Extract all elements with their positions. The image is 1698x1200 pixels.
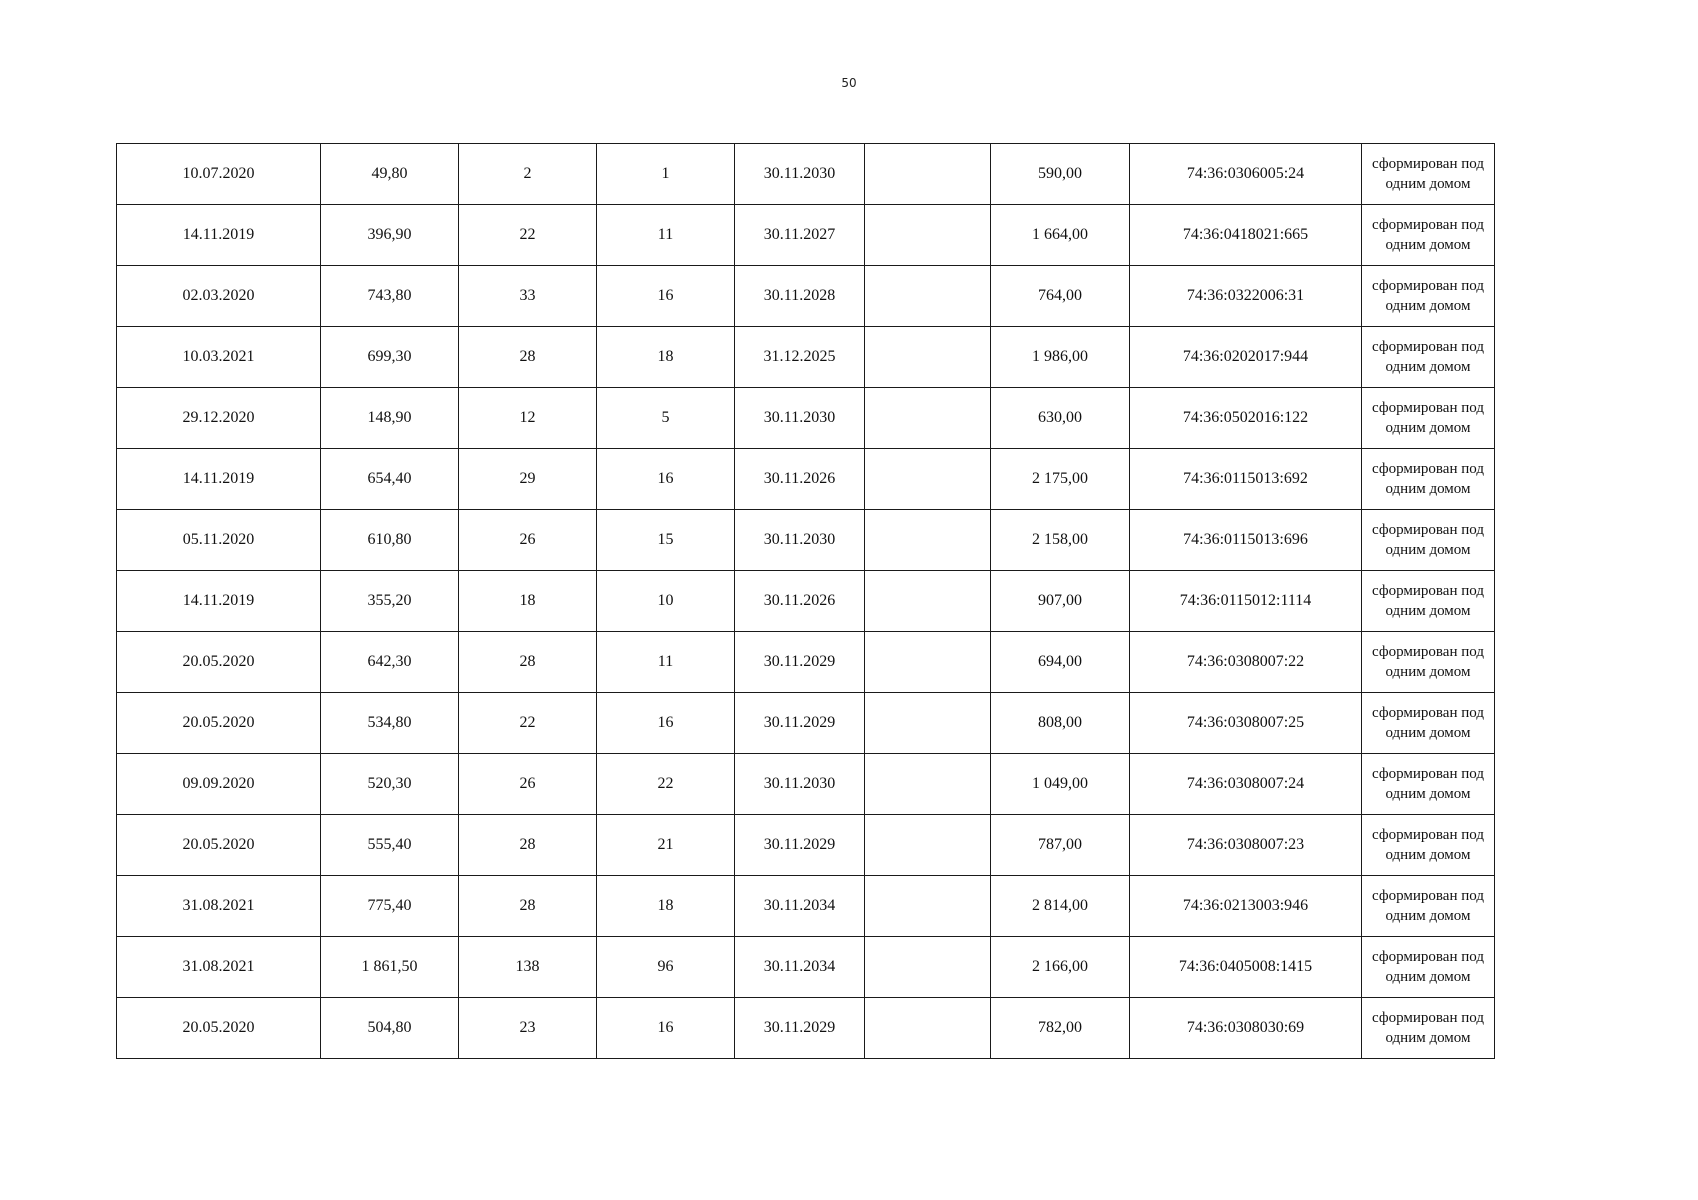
deadline-cell: 30.11.2029 <box>735 632 865 693</box>
deadline-cell: 31.12.2025 <box>735 327 865 388</box>
table-row <box>117 144 1495 205</box>
empty-cell <box>865 632 991 693</box>
empty-cell <box>865 144 991 205</box>
cadastral-number-cell: 74:36:0115012:1114 <box>1130 571 1362 632</box>
count-a-cell: 28 <box>459 815 597 876</box>
area-cell: 775,40 <box>321 876 459 937</box>
area-cell: 355,20 <box>321 571 459 632</box>
cadastral-number-cell: 74:36:0213003:946 <box>1130 876 1362 937</box>
count-a-cell: 26 <box>459 510 597 571</box>
count-a-cell: 33 <box>459 266 597 327</box>
area-cell: 396,90 <box>321 205 459 266</box>
empty-cell <box>865 754 991 815</box>
table-row <box>117 449 1495 510</box>
status-cell: сформирован под одним домом <box>1362 388 1495 449</box>
cadastral-number-cell: 74:36:0502016:122 <box>1130 388 1362 449</box>
deadline-cell: 30.11.2030 <box>735 388 865 449</box>
count-a-cell: 12 <box>459 388 597 449</box>
cadastral-number-cell: 74:36:0308007:23 <box>1130 815 1362 876</box>
deadline-cell: 30.11.2030 <box>735 754 865 815</box>
amount-cell: 782,00 <box>991 998 1130 1059</box>
cadastral-number-cell: 74:36:0306005:24 <box>1130 144 1362 205</box>
deadline-cell: 30.11.2030 <box>735 144 865 205</box>
count-b-cell: 16 <box>597 998 735 1059</box>
count-a-cell: 138 <box>459 937 597 998</box>
cadastral-number-cell: 74:36:0308007:22 <box>1130 632 1362 693</box>
amount-cell: 694,00 <box>991 632 1130 693</box>
count-a-cell: 28 <box>459 632 597 693</box>
count-b-cell: 16 <box>597 449 735 510</box>
count-b-cell: 1 <box>597 144 735 205</box>
status-cell: сформирован под одним домом <box>1362 937 1495 998</box>
table-row <box>117 205 1495 266</box>
status-cell: сформирован под одним домом <box>1362 266 1495 327</box>
cadastral-number-cell: 74:36:0322006:31 <box>1130 266 1362 327</box>
count-b-cell: 5 <box>597 388 735 449</box>
table-row <box>117 510 1495 571</box>
amount-cell: 907,00 <box>991 571 1130 632</box>
count-a-cell: 26 <box>459 754 597 815</box>
empty-cell <box>865 693 991 754</box>
amount-cell: 2 814,00 <box>991 876 1130 937</box>
table-row <box>117 876 1495 937</box>
amount-cell: 1 049,00 <box>991 754 1130 815</box>
status-cell: сформирован под одним домом <box>1362 693 1495 754</box>
amount-cell: 787,00 <box>991 815 1130 876</box>
status-cell: сформирован под одним домом <box>1362 876 1495 937</box>
date-cell: 20.05.2020 <box>117 693 321 754</box>
count-b-cell: 96 <box>597 937 735 998</box>
deadline-cell: 30.11.2030 <box>735 510 865 571</box>
amount-cell: 1 986,00 <box>991 327 1130 388</box>
area-cell: 148,90 <box>321 388 459 449</box>
empty-cell <box>865 998 991 1059</box>
area-cell: 654,40 <box>321 449 459 510</box>
count-a-cell: 29 <box>459 449 597 510</box>
empty-cell <box>865 571 991 632</box>
count-b-cell: 18 <box>597 327 735 388</box>
date-cell: 10.07.2020 <box>117 144 321 205</box>
area-cell: 504,80 <box>321 998 459 1059</box>
deadline-cell: 30.11.2026 <box>735 571 865 632</box>
status-cell: сформирован под одним домом <box>1362 510 1495 571</box>
area-cell: 520,30 <box>321 754 459 815</box>
count-a-cell: 22 <box>459 693 597 754</box>
date-cell: 05.11.2020 <box>117 510 321 571</box>
date-cell: 20.05.2020 <box>117 815 321 876</box>
date-cell: 14.11.2019 <box>117 571 321 632</box>
amount-cell: 764,00 <box>991 266 1130 327</box>
count-b-cell: 11 <box>597 632 735 693</box>
cadastral-number-cell: 74:36:0115013:696 <box>1130 510 1362 571</box>
count-b-cell: 21 <box>597 815 735 876</box>
empty-cell <box>865 266 991 327</box>
amount-cell: 808,00 <box>991 693 1130 754</box>
empty-cell <box>865 876 991 937</box>
amount-cell: 1 664,00 <box>991 205 1130 266</box>
date-cell: 14.11.2019 <box>117 449 321 510</box>
date-cell: 14.11.2019 <box>117 205 321 266</box>
status-cell: сформирован под одним домом <box>1362 815 1495 876</box>
deadline-cell: 30.11.2027 <box>735 205 865 266</box>
area-cell: 534,80 <box>321 693 459 754</box>
date-cell: 31.08.2021 <box>117 937 321 998</box>
cadastral-number-cell: 74:36:0308007:25 <box>1130 693 1362 754</box>
area-cell: 1 861,50 <box>321 937 459 998</box>
count-b-cell: 15 <box>597 510 735 571</box>
count-a-cell: 22 <box>459 205 597 266</box>
table-row <box>117 754 1495 815</box>
date-cell: 29.12.2020 <box>117 388 321 449</box>
table-row <box>117 327 1495 388</box>
status-cell: сформирован под одним домом <box>1362 632 1495 693</box>
cadastral-number-cell: 74:36:0418021:665 <box>1130 205 1362 266</box>
table-row <box>117 693 1495 754</box>
table-row <box>117 815 1495 876</box>
amount-cell: 2 166,00 <box>991 937 1130 998</box>
data-table <box>116 143 1495 1059</box>
count-a-cell: 23 <box>459 998 597 1059</box>
count-b-cell: 10 <box>597 571 735 632</box>
amount-cell: 2 158,00 <box>991 510 1130 571</box>
table-row <box>117 632 1495 693</box>
date-cell: 10.03.2021 <box>117 327 321 388</box>
count-b-cell: 22 <box>597 754 735 815</box>
date-cell: 20.05.2020 <box>117 998 321 1059</box>
page-number: 50 <box>841 76 857 90</box>
table-body <box>117 144 1495 1059</box>
area-cell: 49,80 <box>321 144 459 205</box>
deadline-cell: 30.11.2026 <box>735 449 865 510</box>
amount-cell: 630,00 <box>991 388 1130 449</box>
count-b-cell: 18 <box>597 876 735 937</box>
cadastral-number-cell: 74:36:0405008:1415 <box>1130 937 1362 998</box>
empty-cell <box>865 449 991 510</box>
table-row <box>117 571 1495 632</box>
date-cell: 02.03.2020 <box>117 266 321 327</box>
status-cell: сформирован под одним домом <box>1362 998 1495 1059</box>
count-b-cell: 16 <box>597 266 735 327</box>
table-row <box>117 388 1495 449</box>
status-cell: сформирован под одним домом <box>1362 205 1495 266</box>
status-cell: сформирован под одним домом <box>1362 754 1495 815</box>
deadline-cell: 30.11.2034 <box>735 937 865 998</box>
table-row <box>117 937 1495 998</box>
empty-cell <box>865 815 991 876</box>
empty-cell <box>865 327 991 388</box>
status-cell: сформирован под одним домом <box>1362 449 1495 510</box>
amount-cell: 590,00 <box>991 144 1130 205</box>
area-cell: 699,30 <box>321 327 459 388</box>
area-cell: 642,30 <box>321 632 459 693</box>
deadline-cell: 30.11.2028 <box>735 266 865 327</box>
deadline-cell: 30.11.2029 <box>735 998 865 1059</box>
cadastral-number-cell: 74:36:0202017:944 <box>1130 327 1362 388</box>
deadline-cell: 30.11.2029 <box>735 693 865 754</box>
empty-cell <box>865 388 991 449</box>
count-a-cell: 28 <box>459 327 597 388</box>
empty-cell <box>865 510 991 571</box>
date-cell: 20.05.2020 <box>117 632 321 693</box>
status-cell: сформирован под одним домом <box>1362 144 1495 205</box>
area-cell: 743,80 <box>321 266 459 327</box>
deadline-cell: 30.11.2029 <box>735 815 865 876</box>
empty-cell <box>865 205 991 266</box>
area-cell: 555,40 <box>321 815 459 876</box>
count-a-cell: 18 <box>459 571 597 632</box>
cadastral-number-cell: 74:36:0308007:24 <box>1130 754 1362 815</box>
cadastral-number-cell: 74:36:0308030:69 <box>1130 998 1362 1059</box>
table-row <box>117 998 1495 1059</box>
date-cell: 09.09.2020 <box>117 754 321 815</box>
date-cell: 31.08.2021 <box>117 876 321 937</box>
count-a-cell: 2 <box>459 144 597 205</box>
status-cell: сформирован под одним домом <box>1362 327 1495 388</box>
area-cell: 610,80 <box>321 510 459 571</box>
empty-cell <box>865 937 991 998</box>
status-cell: сформирован под одним домом <box>1362 571 1495 632</box>
cadastral-number-cell: 74:36:0115013:692 <box>1130 449 1362 510</box>
deadline-cell: 30.11.2034 <box>735 876 865 937</box>
table-row <box>117 266 1495 327</box>
count-b-cell: 16 <box>597 693 735 754</box>
count-a-cell: 28 <box>459 876 597 937</box>
amount-cell: 2 175,00 <box>991 449 1130 510</box>
count-b-cell: 11 <box>597 205 735 266</box>
